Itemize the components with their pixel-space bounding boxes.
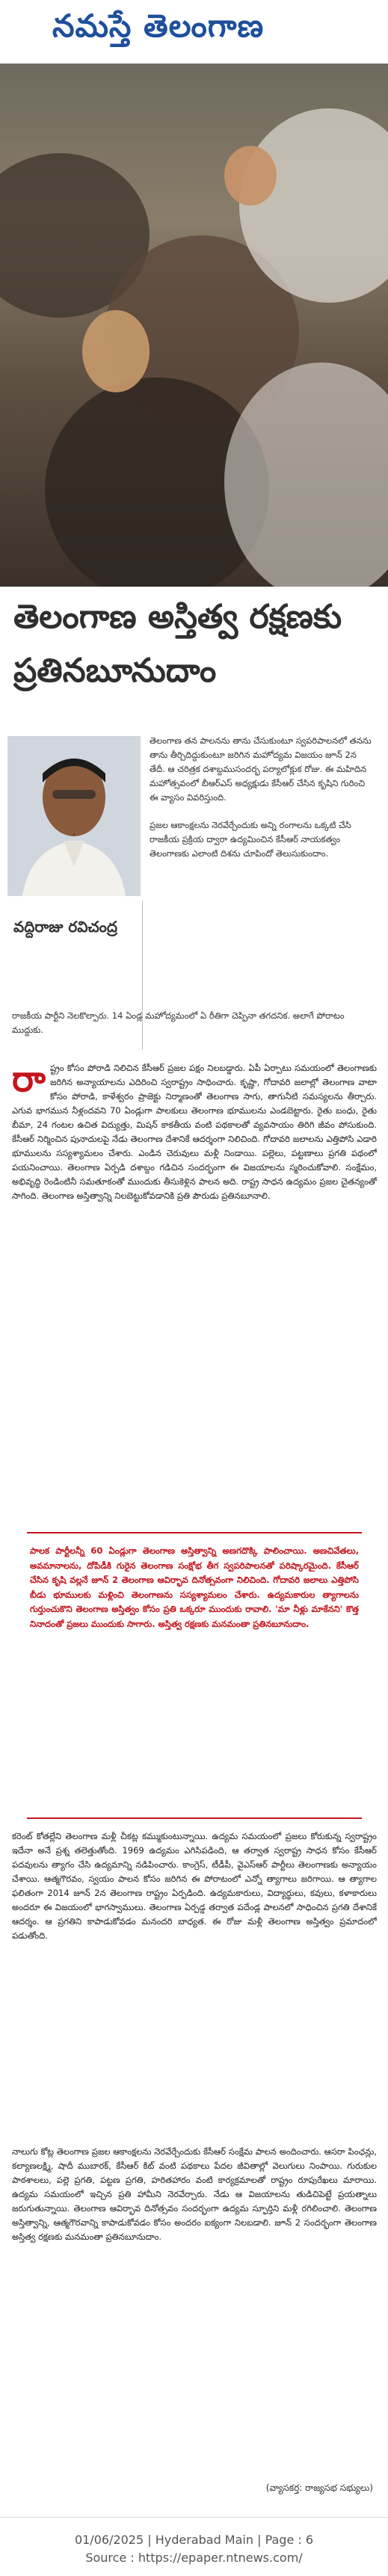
newspaper-logo: నమస్తే తెలంగాణ xyxy=(52,7,265,44)
article-headline xyxy=(0,587,388,714)
masthead xyxy=(0,0,388,64)
author-byline: వద్దిరాజు రవిచంద్ర xyxy=(13,918,117,936)
page-footer xyxy=(0,2517,388,2576)
article-body xyxy=(12,1058,377,1203)
drop-cap: రా xyxy=(12,1058,46,1100)
intro-tail: రాజకీయ పార్టీని నెలకొల్పారు. 14 ఏండ్ల మహోద్యమంలో ఏ రీతిగా చెప్పినా తగదనిక. అలాగే పోరాటం ముద్దుకు. xyxy=(12,1010,345,1035)
author-portrait xyxy=(7,736,141,896)
body-paragraph: ష్ట్రం కోసం పోరాడి నిలిచిన కేసీఆర్ ప్రజల పక్షం నిలబడ్డారు. ఏపీ ఏర్పాటు సమయంలో తెలంగాణకు జరిగిన అన్యాయాలను ఎదిరించి స్వరాష్ట్రం సాధించారు. కృష్ణా, గోదావరి జలాల్లో తెలంగాణ వాటా కోసం పోరాడి, కాళేశ్వరం ప్రాజెక్టు నిర్మాణంతో తెలంగాణ సాగు, తాగునీటి సమస్యలను తీర్చారు. ఎగువ భాగమున నీళ్లందవని 70 ఏండ్లుగా పాలకులు తెలంగాణ భూములను ఎండబెట్టారు. రైతు బంధు, రైతు బీమా, 24 గంటల ఉచిత విద్యుత్తు, మిషన్ కాకతీయ వంటి పథకాలతో వ్యవసాయం తిరిగి జీవం పోసుకుంది. కేసీఆర్ నిర్మించిన పునాదులపై నేడు తెలంగాణ దేశానికే ఆదర్శంగా నిలిచింది. గోదావరి జలాలను ఎత్తిపోసి ఎడారి భూములను సస్యశ్యామలం చేశారు. ఎండిన చెరువులు మళ్లీ నిండాయి. పల్లెలు, పట్టణాలు ప్రగతి పథంలో పయనించాయి. తెలంగాణ ఏర్పడి దశాబ్దం గడిచిన సందర్భంగా ఈ విజయాలను స్మరించుకోవాలి. సంక్షేమం, అభివృద్ధి రెండింటినీ సమతూకంతో ముందుకు తీసుకెళ్లిన పాలన అది. రాష్ట్ర సాధన ఉద్యమం ప్రజల చైతన్యంతో సాగింది. తెలంగాణ అస్తిత్వాన్ని నిలబెట్టుకోవడానికి ప్రతి పౌరుడు ప్రతినబూనాలి. xyxy=(12,1063,377,1201)
author-note: (వ్యాసకర్త: రాజ్యసభ సభ్యులు) xyxy=(265,2483,373,2493)
source-link[interactable]: Source : https://epaper.ntnews.com/ xyxy=(85,2551,303,2565)
intro-paragraph: తెలంగాణ తన పాలనను తాను చేసుకుంటూ స్వపరిపాలనలో తనను తాను తీర్చిదిద్దుకుంటూ జరిగిన మహోద్యమ విజయం జూన్ 2న తేదీ. ఆ చరిత్రక దశాబ్దముసందర్భ పర్యాలోక్లుక రోజు. ఈ మహిదిన మహోత్సవంలో బీఆర్ఎస్ అధ్యక్షుడు కేసీఆర్ చేసిన కృషిని గురించి ఈ వ్యాసం వివరిస్తుంది. xyxy=(150,735,372,803)
edition-info: 01/06/2025 | Hyderabad Main | Page : 6 xyxy=(74,2533,314,2547)
lead-photo xyxy=(0,64,388,587)
body-paragraph: నాలుగు కోట్ల తెలంగాణ ప్రజల ఆకాంక్షలను నెరవేర్చేందుకు కేసీఆర్ సంక్షేమ పాలన అందించారు. ఆసరా పింఛన్లు, కల్యాణలక్ష్మి, షాదీ ముబారక్, కేసీఆర్ కిట్ వంటి పథకాలు పేదల జీవితాల్లో వెలుగులు నింపాయి. గురుకుల పాఠశాలలు, పల్లె ప్రగతి, పట్టణ ప్రగతి, హరితహారం వంటి కార్యక్రమాలతో రాష్ట్రం రూపురేఖలు మారాయి. ఉద్యమ సమయంలో ఇచ్చిన ప్రతి హామీని నెరవేర్చారు. నేడు ఆ విజయాలను తుడిచిపెట్టే ప్రయత్నాలు జరుగుతున్నాయి. తెలంగాణ ఆవిర్భావ దినోత్సవం సందర్భంగా ఉద్యమ స్ఫూర్తిని మళ్లీ రగిలించాలి. తెలంగాణ అస్తిత్వాన్ని, ఆత్మగౌరవాన్ని కాపాడుకోవడం కోసం అందరం ఐక్యంగా నిలబడాలి. జూన్ 2 సందర్భంగా తెలంగాణ అస్తిత్వ రక్షణకు మనమంతా ప్రతినబూనుదాం. xyxy=(12,2146,377,2242)
crowd-shape xyxy=(82,310,150,392)
intro-column xyxy=(150,734,374,874)
body-paragraph: కరెంట్ కోతల్లేని తెలంగాణ మళ్లీ చీకట్ల కమ్ముకుంటున్నాయి. ఉద్యమ సమయంలో ప్రజలు కోరుకున్న స్వరాష్ట్రం ఇదేనా అనే ప్రశ్న తలెత్తుతోంది. 1969 ఉద్యమం ఎగిసిపడింది, ఆ తర్వాత స్వరాష్ట్ర సాధన కోసం కేసీఆర్ పదవులను త్యాగం చేసి ఉద్యమాన్ని నడిపించారు. కాంగ్రెస్, టీడీపీ, వైఎస్ఆర్ పార్టీలు తెలంగాణకు అన్యాయం చేశాయి. ఆత్మగౌరవం, స్వయం పాలన కోసం జరిగిన ఈ పోరాటంలో ఎన్నో త్యాగాలు జరిగాయి. ఆ త్యాగాల ఫలితంగా 2014 జూన్ 2న తెలంగాణ రాష్ట్రం ఏర్పడింది. ఉద్యమకారులు, విద్యార్థులు, కవులు, కళాకారులు అందరూ ఈ విజయంలో భాగస్వాములు. తెలంగాణ ఏర్పడ్డ తర్వాత పదేండ్ల పాలనలో సాధించిన ప్రగతి దేశానికే ఆదర్శం. ఆ ప్రగతిని కాపాడుకోవడం మనందరి బాధ్యత. ఈ రోజు మళ్లీ తెలంగాణ అస్తిత్వం ప్రమాదంలో పడుతోంది. xyxy=(12,1831,377,1941)
pull-quote-text: పాలక పార్టీలన్నీ 60 ఏండ్లుగా తెలంగాణ అస్తిత్వాన్ని అణగదొక్కి పాలించాయి. అణచివేతలు, అవమానాలను, దోపిడీకి గురైన తెలంగాణ సంక్షోభ తీగ స్వపరిపాలనతో పరిష్కారమైంది. కేసీఆర్ చేసిన కృషి వల్లనే జూన్ 2 తెలంగాణ ఆవిర్భావ దినోత్సవంగా నిలిచింది. గోదావరి జలాలు ఎత్తిపోసి బీడు భూములకు మళ్లించి తెలంగాణను సస్యశ్యామలం చేశారు. ఉద్యమకారుల త్యాగాలను గుర్తుంచుకొని తెలంగాణ అస్తిత్వం కోసం ప్రతి ఒక్కరూ ముందుకు రావాలి. 'మా నీళ్లు మాకేనని' కొత్త నినాదంతో ప్రజలు ముందుకు సాగారు. అస్తిత్వ రక్షణకు మనమంతా ప్రతినబూనుదాం. xyxy=(30,1545,359,1629)
intro-paragraph: ప్రజల ఆకాంక్షలను నెరవేర్చేందుకు అన్ని రంగాలను ఒక్కటి చేసి రాజకీయ ప్రక్రియ ద్వారా ఉద్యమించిన కేసీఆర్ నాయకత్వం తెలంగాణకు ఎలాంటి దిశను చూపిందో తెలుసుకుందాం. xyxy=(150,820,351,859)
author-portrait-drawing xyxy=(7,736,141,896)
headline-line-2: ప్రతినబూనుదాం xyxy=(13,652,217,690)
pull-quote xyxy=(27,1532,362,1819)
headline-line-1: తెలంగాణ అస్తిత్వ రక్షణకు xyxy=(13,598,342,636)
crowd-shape xyxy=(224,146,277,206)
